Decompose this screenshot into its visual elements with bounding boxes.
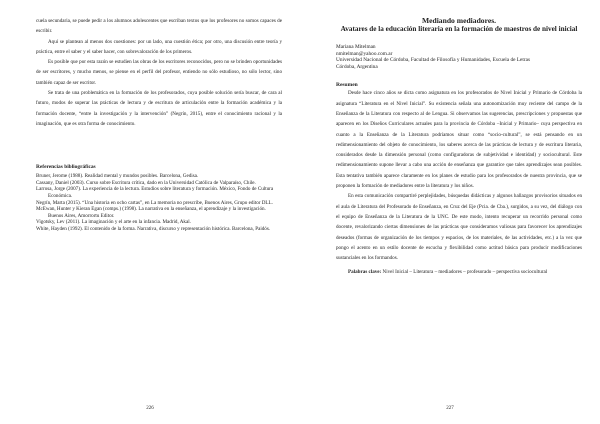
body-paragraph: Es posible que por esta razón se estudien las obras de los escritores reconocidos, pero no se brinden oportunidades de ser escritores, y mucho menos, se piense en el perfil del profesor, entiendo no sólo estudioso, no sólo lector, sino también capaz de ser escritor. [36,59,282,86]
author-block [336,44,582,70]
reference-item: White, Hayden (1992). El contenido de la forma. Narrativa, discurso y representación histórica. Barcelona, Paidós. [36,226,271,233]
reference-item: Vigotsky, Lev (2011). La imaginación y el arte en la infancia. Madrid, Akal. [36,219,191,226]
reference-item: McEwan, Hunter y Kieran Egan (comps.) (1998). La narrativa en la enseñanza, el aprendizaje y la investigación. Buenos Aires, Amorrortu Editor. [36,206,266,219]
page-number: 227 [446,406,454,411]
page-number: 226 [146,406,154,411]
author-email: nmitelman@yahoo.com.ar [336,50,393,57]
body-paragraph: Se trata de una problemática en la formación de los profesorados, cuya posible solución sería buscar, de cara al futuro, modos de superar las prácticas de lectura y de escritura de articulación entre la formación académica y la formación docente, “entre la investigación y la intervención” (Negrín, 2015), entre el conocimiento racional y la imaginación, que es otra forma de conocimiento. [36,90,282,127]
reference-item: Larrosa, Jorge (2007). La experiencia de la lectura. Estudios sobre literatura y formación. México, Fondo de Cultura Económica. [36,186,274,200]
abstract-heading: Resumen [336,82,358,89]
body-paragraph: Aquí se plantean al menos dos cuestiones: por un lado, una cuestión ética; por otro, una discusión entre teoría y práctica, entre el saber y el saber hacer, con sobrevaloración de los primeros. [36,38,282,55]
keywords [336,269,582,276]
keywords-list: Nivel Inicial – Literatura – mediadores – profesorado – perspectiva sociocultural [382,269,548,276]
author-name: Mariana Mitelman [336,44,376,50]
article-subtitle: Avatares de la educación literaria en la formación de maestros de nivel inicial [340,25,578,33]
article-title: Mediando mediadores. [421,16,497,25]
right-page [300,0,600,424]
author-affiliation: Universidad Nacional de Córdoba, Facultad de Filosofía y Humanidades, Escuela de Letras [336,57,531,64]
abstract-paragraph: En esta comunicación compartiré perplejidades, búsquedas didácticas y algunos hallazgos provisorios situados en el aula de Literatura del Profesorado de Enseñanza, en Cruz del Eje (Pcia. de Cba.), surgidos, a su vez, del diálogo con el equipo de Enseñanza de la Literatura de la UNC. De este modo, intento recuperar un recorrido personal como docente, revalorizando ciertas dimensiones de las prácticas que consideramos valiosas para favorecer los aprendizajes deseados (formas de organización de los tiempos y espacios, de los materiales, de las actividades, etc.) a la vez que pongo el acento en un estilo docente de escucha y flexibilidad como actitud básica para producir modificaciones sustanciales en los formandos. [336,193,582,262]
abstract-paragraph: Desde hace cinco años se dicta como asignatura en los profesorados de Nivel Inicial y Primario de Córdoba la asignatura “Literatura en el Nivel Inicial”. Su existencia señala una autonomización muy reciente del campo de la Enseñanza de la Literatura con respecto al de Lengua. Si observamos las sugerencias, prescripciones y propuestas que aparecen en los Diseños Curriculares actuales para la provincia de Córdoba –Inicial y Primario– cuya perspectiva en cuanto a la Enseñanza de la Literatura podríamos situar como “socio-cultural”, se está pensando en un redimensionamiento del objeto de conocimiento, los saberes acerca de las prácticas de lectura y de escritura literaria, considerados desde la dimensión personal (como configuradoras de subjetividad e identidad) y sociocultural. Este redimensionamiento supone llevar a cabo una acción de enseñanza que garantice que tales aprendizajes sean posibles. Esta tentativa también aparece claramente en los planes de estudio para los profesorados de nuestra provincia, que se proponen la formación de mediadores entre la literatura y los niños. [336,90,582,190]
reference-item: Cassany, Daniel (2003). Curso sobre Escritura crítica, dado en la Universidad Católica de Valparaíso, Chile. [36,179,256,186]
keywords-label: Palabras clave: [348,269,382,276]
right-column [336,16,582,276]
reference-item: Negrín, Marta (2015). “Una historia en ocho cartas”, en La memoria no prescribe, Buenos Aires, Grupo editor DLL. [36,199,273,206]
references-heading: Referencias bibliográficas [36,164,96,171]
body-paragraph: cuela secundaria, se puede pedir a los alumnos adolescentes que escriban textos que los profesores no somos capaces de escribir. [36,18,282,35]
author-location: Córdoba, Argentina [336,63,378,70]
reference-item: Bruner, Jerome (1988). Realidad mental y mundos posibles. Barcelona, Gedisa. [36,173,199,180]
left-column [36,16,282,233]
